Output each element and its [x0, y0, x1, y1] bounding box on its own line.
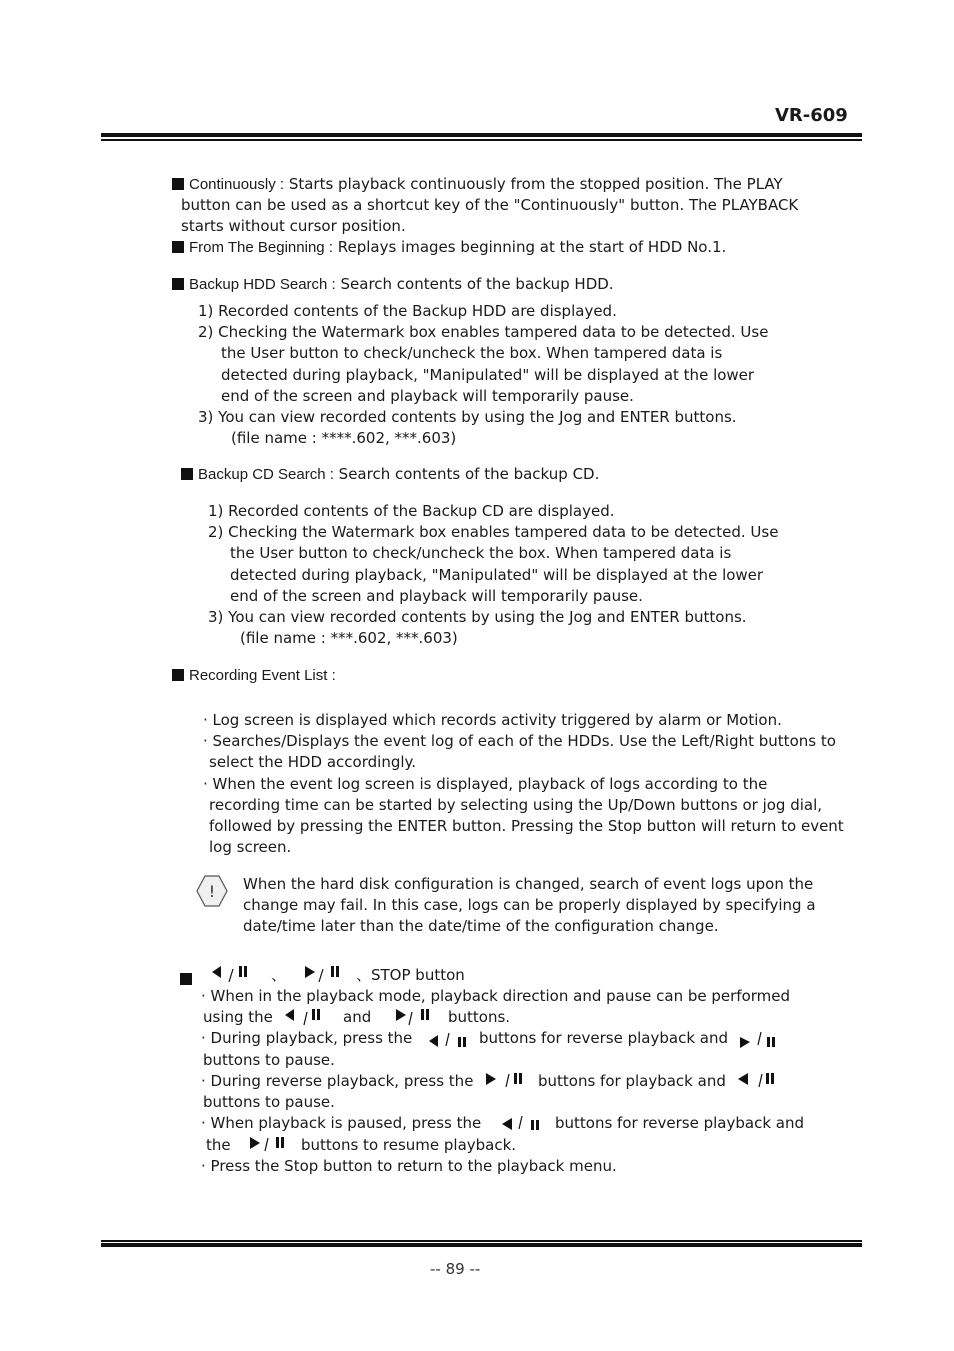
backup-hdd-heading: Backup HDD Search :: [189, 276, 336, 293]
play-pause-icon: [737, 1029, 781, 1055]
header-rule-thin: [101, 139, 862, 141]
buttons-text: the: [206, 1136, 231, 1154]
backup-cd-heading: Backup CD Search :: [198, 466, 334, 483]
backup-cd-item: end of the screen and playback will temporarily pause.: [230, 587, 643, 605]
play-pause-icon: [393, 1006, 437, 1030]
backup-hdd-item: 2) Checking the Watermark box enables tampered data to be detected. Use: [198, 323, 769, 341]
event-list-item: followed by pressing the ENTER button. Pressing the Stop button will return to event: [209, 817, 844, 835]
backup-hdd-filename: (file name : ****.602, ***.603): [231, 429, 457, 447]
buttons-text: and: [343, 1008, 372, 1026]
continuously-heading: Continuously :: [189, 176, 285, 193]
play-pause-icon: [302, 963, 346, 987]
beginning-text: Replays images beginning at the start of HDD No.1.: [332, 238, 727, 256]
note-line: date/time later than the date/time of the configuration change.: [243, 917, 719, 935]
backup-hdd-item: 3) You can view recorded contents by using the Jog and ENTER buttons.: [198, 408, 737, 426]
backup-cd-filename: (file name : ***.602, ***.603): [240, 629, 458, 647]
square-bullet-icon: [172, 178, 184, 190]
buttons-text: buttons for playback and: [538, 1072, 726, 1090]
event-list-item: log screen.: [209, 838, 292, 856]
backup-cd-item: 1) Recorded contents of the Backup CD are displayed.: [208, 502, 615, 520]
buttons-text: buttons for reverse playback and: [479, 1029, 728, 1047]
buttons-text: using the: [203, 1008, 273, 1026]
backup-cd-item: the User button to check/uncheck the box. When tampered data is: [230, 544, 732, 562]
backup-hdd-item: detected during playback, "Manipulated" will be displayed at the lower: [221, 366, 755, 384]
reverse-pause-icon: [283, 1006, 327, 1030]
backup-hdd-item: the User button to check/uncheck the box. When tampered data is: [221, 344, 723, 362]
caution-icon-glyph: !: [208, 882, 216, 901]
page-number: -- 89 --: [430, 1260, 481, 1278]
event-list-item: · Searches/Displays the event log of each of the HDDs. Use the Left/Right buttons to: [203, 732, 836, 750]
backup-hdd-item: 1) Recorded contents of the Backup HDD are displayed.: [198, 302, 617, 320]
square-bullet-icon: [172, 241, 184, 253]
header-rule-thick: [101, 133, 862, 137]
note-line: When the hard disk configuration is changed, search of event logs upon the: [243, 875, 814, 893]
note-line: change may fail. In this case, logs can be properly displayed by specifying a: [243, 896, 816, 914]
event-list-item: select the HDD accordingly.: [209, 753, 417, 771]
square-bullet-icon: [172, 669, 184, 681]
square-bullet-icon: [180, 969, 197, 988]
buttons-text: · During playback, press the: [201, 1029, 413, 1047]
event-list-heading: Recording Event List :: [189, 667, 336, 684]
square-bullet-icon: [181, 468, 193, 480]
backup-cd-item: detected during playback, "Manipulated" will be displayed at the lower: [230, 566, 764, 584]
footer-rule-thin: [101, 1240, 862, 1242]
backup-hdd-item: end of the screen and playback will temporarily pause.: [221, 387, 634, 405]
play-pause-icon: [247, 1134, 291, 1158]
backup-cd-item: 2) Checking the Watermark box enables tampered data to be detected. Use: [208, 523, 779, 541]
buttons-text: buttons to pause.: [203, 1051, 335, 1069]
continuously-text: Starts playback continuously from the stopped position. The PLAY: [284, 175, 783, 193]
continuously-line-2: button can be used as a shortcut key of the "Continuously" button. The PLAYBACK: [181, 196, 799, 214]
buttons-text: · When playback is paused, press the: [201, 1114, 482, 1132]
continuously-line: [172, 174, 783, 195]
backup-hdd-line: [172, 274, 614, 295]
stop-button-label: 、STOP button: [356, 966, 465, 984]
event-list-item: · When the event log screen is displayed, playback of logs according to the: [203, 775, 768, 793]
backup-cd-text: Search contents of the backup CD.: [333, 465, 600, 483]
buttons-text: buttons.: [448, 1008, 511, 1026]
caution-icon: [195, 874, 229, 912]
backup-hdd-text: Search contents of the backup HDD.: [335, 275, 614, 293]
square-bullet-icon: [172, 278, 184, 290]
footer-rule-thick: [101, 1243, 862, 1247]
buttons-text: buttons to resume playback.: [301, 1136, 517, 1154]
model-title: VR-609: [775, 105, 848, 126]
backup-cd-line: [181, 464, 599, 485]
buttons-text: buttons for reverse playback and: [555, 1114, 804, 1132]
event-list-item: · Log screen is displayed which records activity triggered by alarm or Motion.: [203, 711, 782, 729]
backup-cd-item: 3) You can view recorded contents by using the Jog and ENTER buttons.: [208, 608, 747, 626]
beginning-line: [172, 237, 726, 258]
buttons-text: · During reverse playback, press the: [201, 1072, 474, 1090]
buttons-text: · When in the playback mode, playback direction and pause can be performed: [201, 987, 791, 1005]
separator: 、: [271, 966, 287, 984]
play-pause-icon: [483, 1070, 527, 1094]
reverse-pause-icon: [736, 1070, 780, 1094]
continuously-line-3: starts without cursor position.: [181, 217, 406, 235]
reverse-pause-icon: [427, 1029, 471, 1055]
reverse-pause-icon: [210, 963, 254, 987]
event-list-item: recording time can be started by selecting using the Up/Down buttons or jog dial,: [209, 796, 823, 814]
buttons-text: · Press the Stop button to return to the playback menu.: [201, 1157, 617, 1175]
beginning-heading: From The Beginning :: [189, 239, 333, 256]
event-list-line: [172, 665, 336, 686]
buttons-text: buttons to pause.: [203, 1093, 335, 1111]
